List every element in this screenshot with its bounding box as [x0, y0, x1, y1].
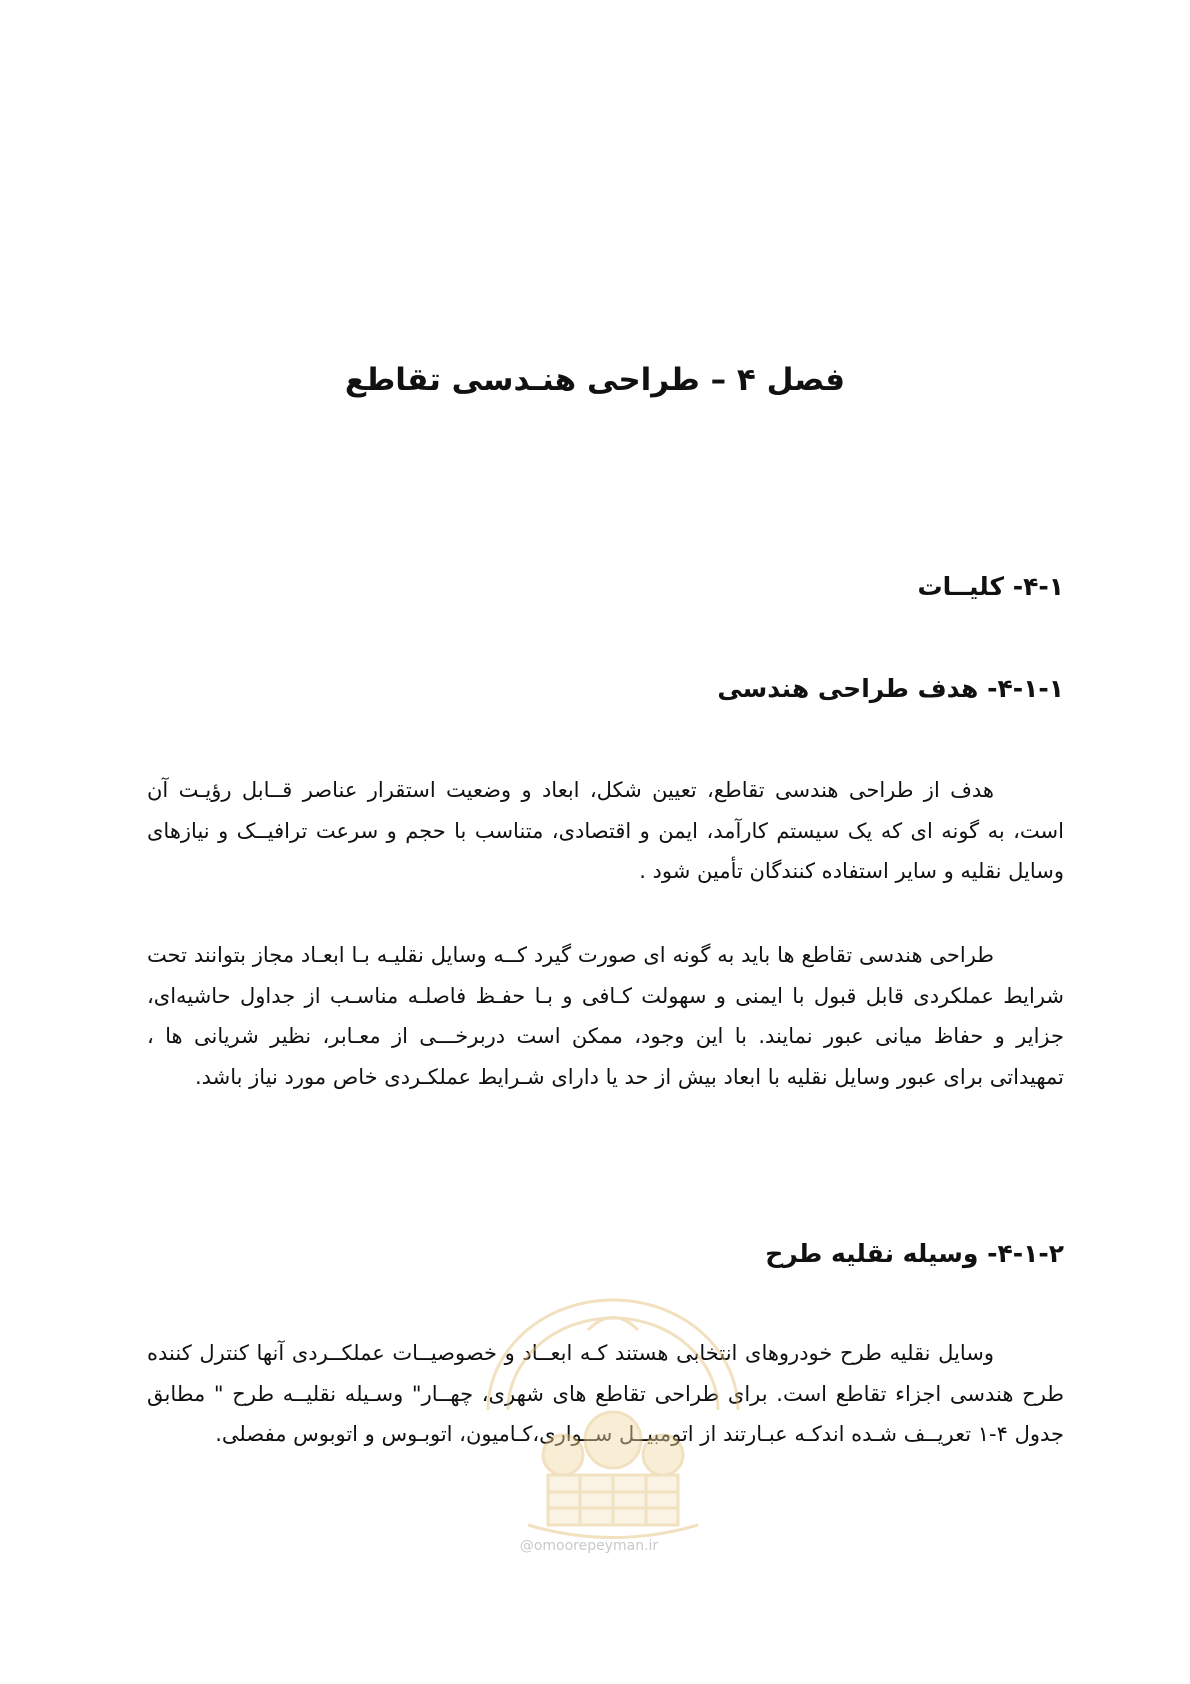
paragraph-design-goal-2 [147, 935, 1064, 1097]
paragraph-text: وسایل نقلیه طرح خودروهای انتخابی هستند کـه ابعــاد و خصوصیــات عملکــردی آنها کنترل کننده طرح هندسی اجزاء تقاطع است. برای طراحی تقاطع های شهری، چهــار" وسـیله نقلیــه طرح " مطابق جدول ۴-۱ تعریــف شـده اندکـه عبـارتند از اتومبیــل ســواری،کـامیون، اتوبـوس و اتوبوس مفصلی. [147, 1341, 1064, 1446]
paragraph-text: طراحی هندسی تقاطع ها باید به گونه ای صورت گیرد کــه وسایل نقلیـه بـا ابعـاد مجاز بتوانند تحت شرایط عملکردی قابل قبول با ایمنی و سهولت کـافی و بـا حفـظ فاصلـه مناسـب از جداول حاشیه‌ای، جزایر و حفاظ میانی عبور نمایند. با این وجود، ممکن است دربرخـــی از معـابر، نظیر شریانی ها ، تمهیداتی برای عبور وسایل نقلیه با ابعاد بیش از حد یا دارای شـرایط عملکـردی خاص مورد نیاز باشد. [147, 943, 1064, 1089]
paragraph-text: هدف از طراحی هندسی تقاطع، تعیین شکل، ابعاد و وضعیت استقرار عناصر قــابل رؤیـت آن است، به گونه ای که یک سیستم کارآمد، ایمن و اقتصادی، متناسب با حجم و سرعت ترافیــک و نیازهای وسایل نقلیه و سایر استفاده کنندگان تأمین شود . [147, 778, 1064, 883]
paragraph-design-vehicle-1 [147, 1333, 1064, 1455]
watermark-site-label: @omoorepeyman.ir [519, 1538, 659, 1554]
section-heading-design-goal: ۴-۱-۱- هدف طراحی هندسی [717, 674, 1064, 703]
section-heading-design-vehicle: ۴-۱-۲- وسیله نقلیه طرح [765, 1239, 1064, 1268]
section-heading-general: ۴-۱- کلیــات [917, 572, 1064, 601]
paragraph-design-goal-1 [147, 770, 1064, 892]
chapter-title: فصل ۴ – طراحی هنـدسی تقاطع [344, 362, 846, 398]
